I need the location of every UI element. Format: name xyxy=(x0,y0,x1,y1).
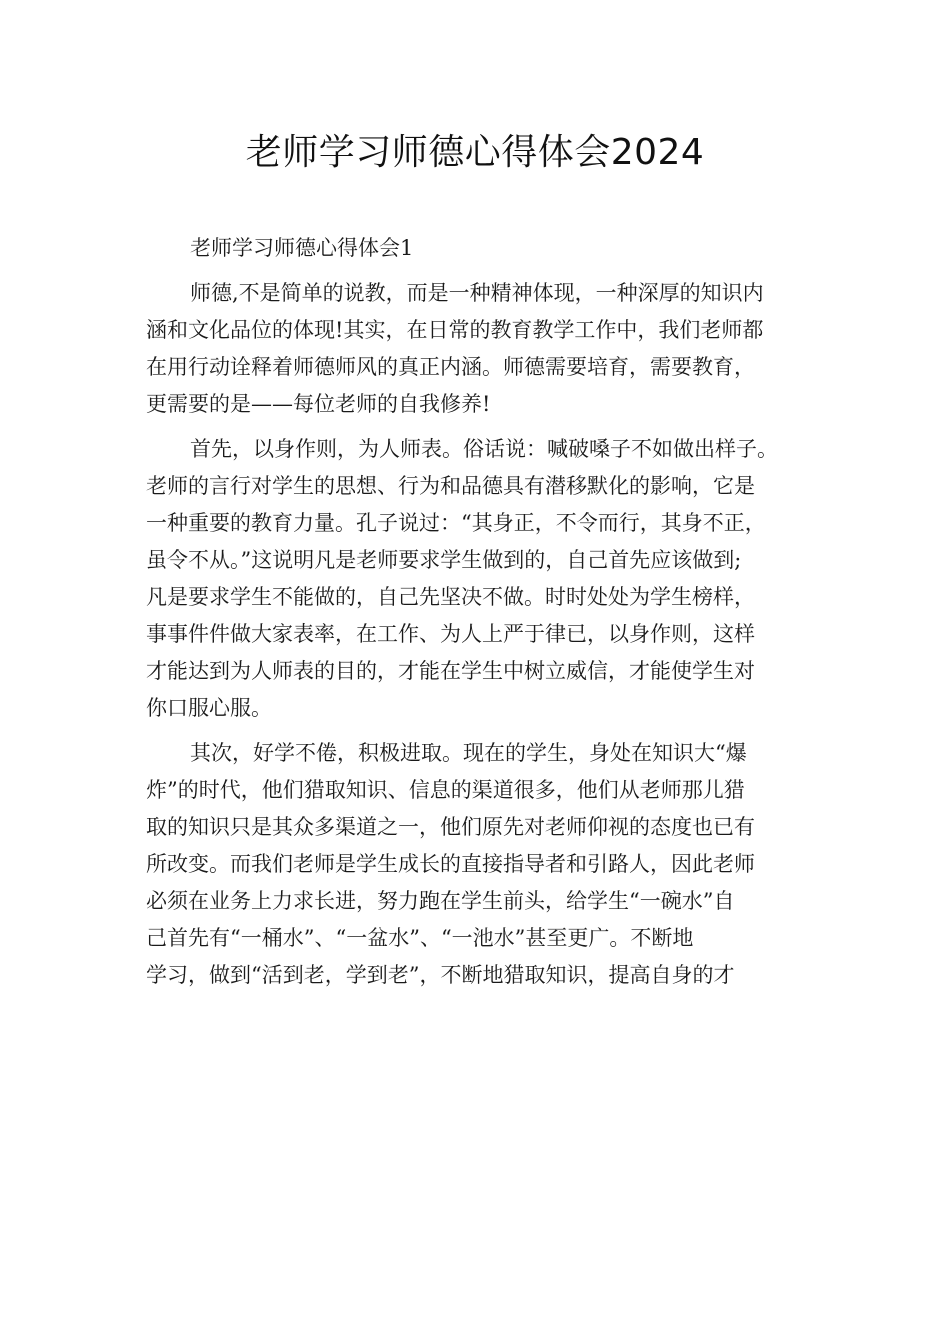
paragraph-2 xyxy=(146,431,806,727)
document-body xyxy=(146,230,806,994)
section-heading: 老师学习师德心得体会1 xyxy=(190,236,414,260)
paragraph-line: 在用行动诠释着师德师风的真正内涵。师德需要培育，需要教育， xyxy=(146,355,755,379)
paragraph-line: 才能达到为人师表的目的，才能在学生中树立威信，才能使学生对 xyxy=(146,659,755,683)
paragraph-line: 师德,不是简单的说教，而是一种精神体现，一种深厚的知识内 xyxy=(190,281,764,305)
paragraph-3 xyxy=(146,735,806,994)
paragraph-line: 涵和文化品位的体现!其实，在日常的教育教学工作中，我们老师都 xyxy=(146,318,764,342)
paragraph-line: 所改变。而我们老师是学生成长的直接指导者和引路人，因此老师 xyxy=(146,852,755,876)
paragraph-line: 首先，以身作则，为人师表。俗话说：喊破嗓子不如做出样子。 xyxy=(190,437,778,461)
paragraph-line: 你口服心服。 xyxy=(146,696,272,720)
paragraph-line: 取的知识只是其众多渠道之一，他们原先对老师仰视的态度也已有 xyxy=(146,815,755,839)
paragraph-line: 必须在业务上力求长进，努力跑在学生前头，给学生“一碗水”自 xyxy=(146,889,735,913)
paragraph-line: 虽令不从。”这说明凡是老师要求学生做到的，自己首先应该做到; xyxy=(146,548,742,572)
paragraph-line: 己首先有“一桶水”、“一盆水”、“一池水”甚至更广。不断地 xyxy=(146,926,694,950)
paragraph-line: 一种重要的教育力量。孔子说过：“其身正，不令而行，其身不正， xyxy=(146,511,766,535)
paragraph-line: 事事件件做大家表率，在工作、为人上严于律已，以身作则，这样 xyxy=(146,622,755,646)
paragraph-1 xyxy=(146,275,806,423)
document-title: 老师学习师德心得体会2024 xyxy=(245,132,705,173)
paragraph-line: 老师的言行对学生的思想、行为和品德具有潜移默化的影响，它是 xyxy=(146,474,755,498)
paragraph-line: 凡是要求学生不能做的，自己先坚决不做。时时处处为学生榜样， xyxy=(146,585,755,609)
paragraph-line: 更需要的是——每位老师的自我修养! xyxy=(146,392,491,416)
paragraph-line: 学习，做到“活到老，学到老”，不断地猎取知识，提高自身的才 xyxy=(146,963,735,987)
paragraph-line: 炸”的时代，他们猎取知识、信息的渠道很多，他们从老师那儿猎 xyxy=(146,778,745,802)
paragraph-line: 其次，好学不倦，积极进取。现在的学生，身处在知识大“爆 xyxy=(190,741,747,765)
